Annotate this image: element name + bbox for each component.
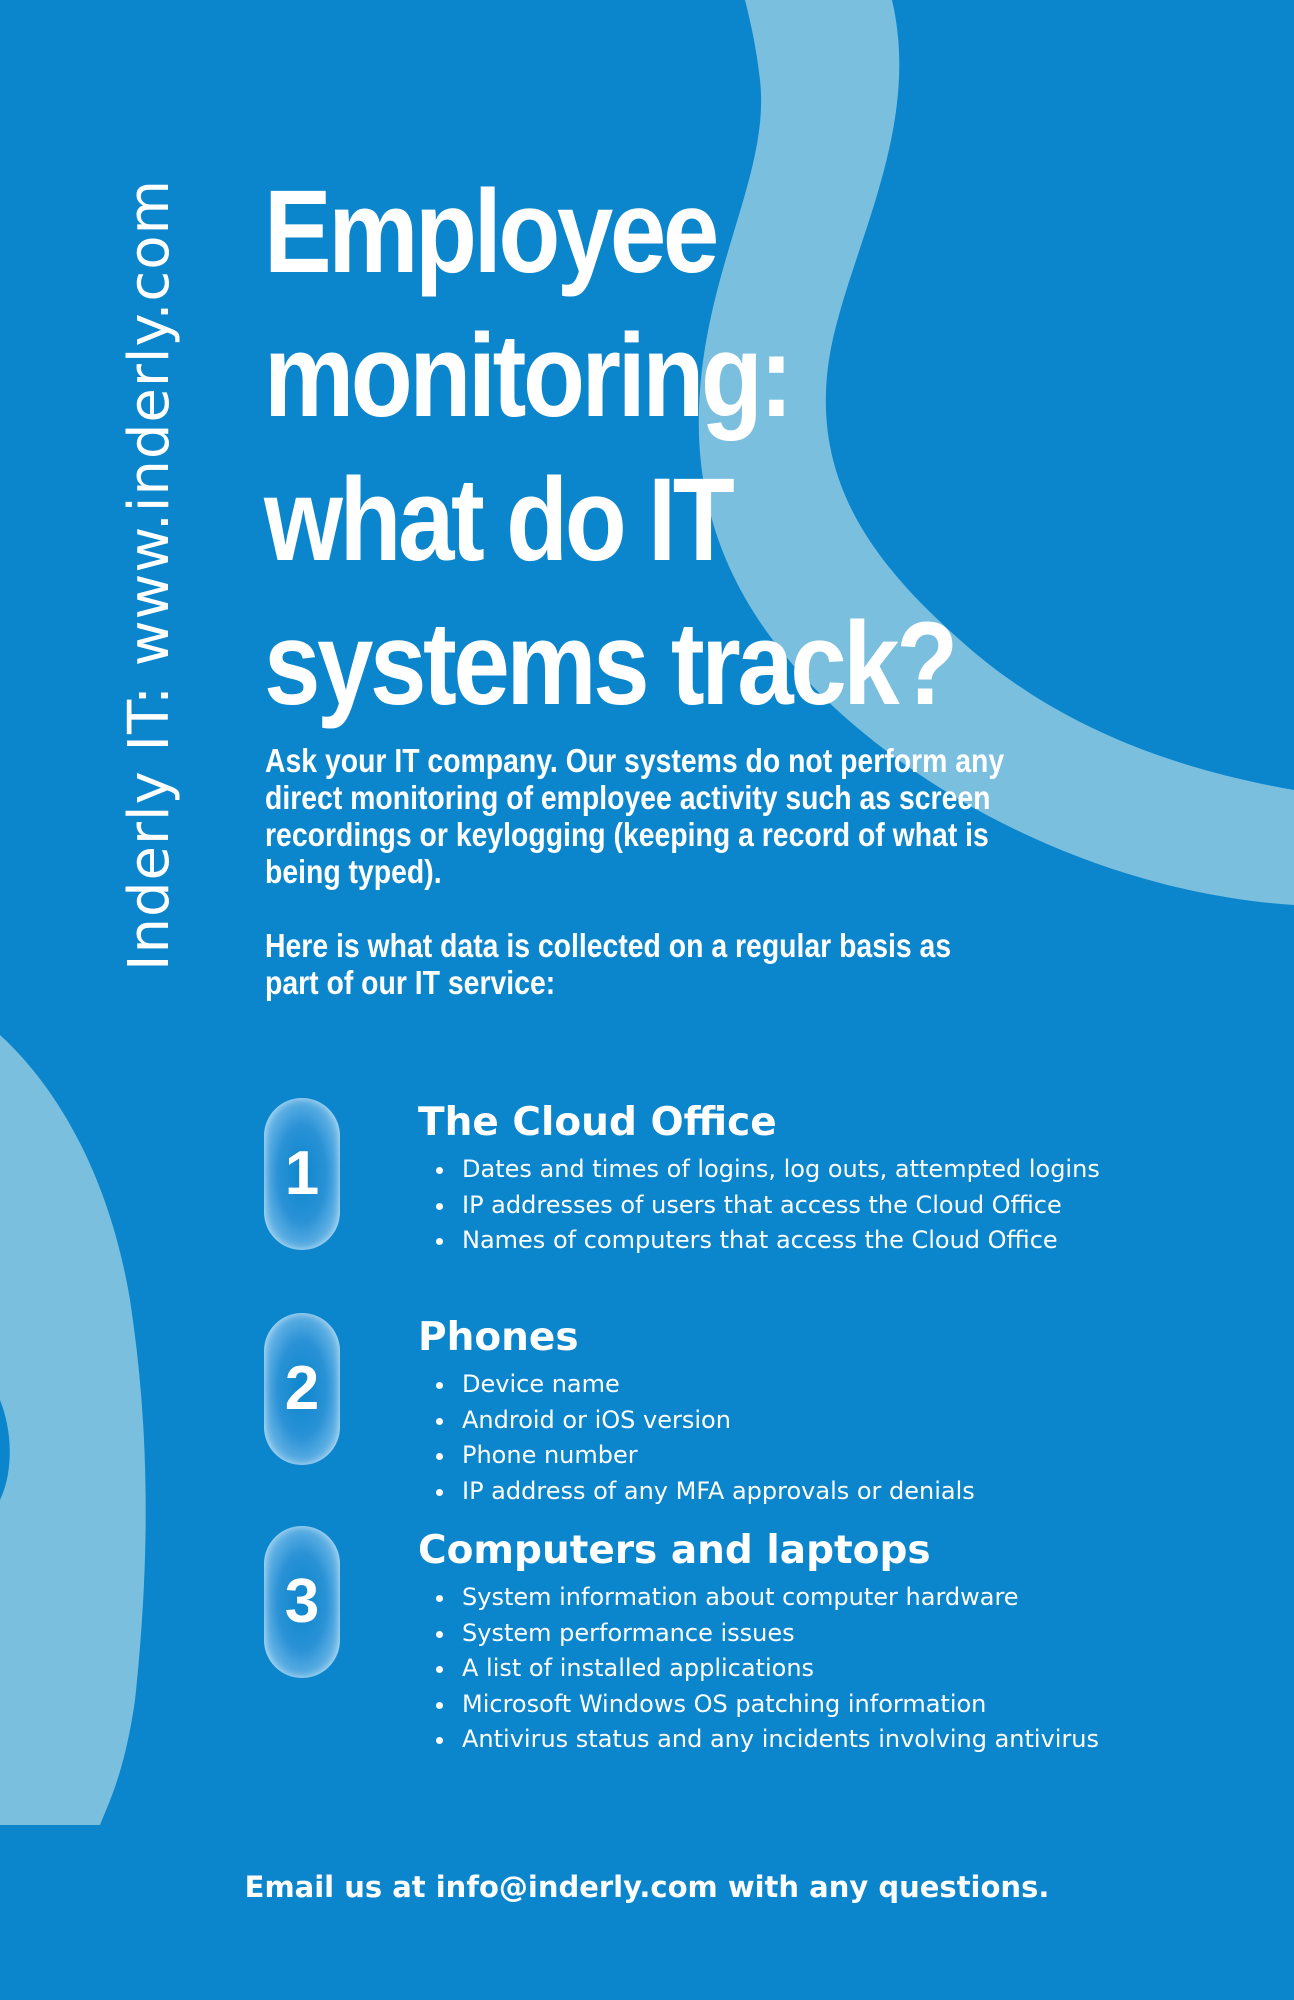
list-item: Antivirus status and any incidents involving antivirus [418, 1722, 1099, 1758]
contact-footer: Email us at info@inderly.com with any questions. [244, 1870, 1050, 1904]
list-item: IP address of any MFA approvals or denials [418, 1474, 975, 1510]
vertical-website-text: Inderly IT: www.inderly.com [117, 178, 182, 972]
title-line: what do IT [264, 454, 732, 586]
list-item: IP addresses of users that access the Cloud Office [418, 1188, 1100, 1224]
page-title [264, 160, 1038, 736]
section-number: 3 [284, 1567, 320, 1636]
title-line: monitoring: [264, 310, 790, 442]
section-list [418, 1152, 1100, 1259]
list-item: System information about computer hardware [418, 1580, 1099, 1616]
list-item: Dates and times of logins, log outs, attempted logins [418, 1152, 1100, 1188]
list-item: Names of computers that access the Cloud Office [418, 1223, 1100, 1259]
section-number: 2 [284, 1354, 320, 1423]
section-list [418, 1367, 975, 1509]
title-line: systems track? [264, 598, 955, 730]
intro-paragraph: Ask your IT company. Our systems do not perform any direct monitoring of employee activity such as screen recordings or keylogging (keeping a record of what is being typed). [265, 742, 1005, 890]
intro-paragraph: Here is what data is collected on a regular basis as part of our IT service: [265, 927, 952, 1001]
title-line: Employee [264, 166, 716, 298]
list-item: Microsoft Windows OS patching information [418, 1687, 1099, 1723]
list-item: Phone number [418, 1438, 975, 1474]
section-number: 1 [284, 1139, 320, 1208]
list-item: A list of installed applications [418, 1651, 1099, 1687]
section-title: The Cloud Office [418, 1100, 777, 1145]
section-list [418, 1580, 1099, 1758]
section-title: Computers and laptops [418, 1528, 931, 1573]
intro-text [265, 742, 1005, 1001]
list-item: Android or iOS version [418, 1403, 975, 1439]
list-item: System performance issues [418, 1616, 1099, 1652]
section-title: Phones [418, 1315, 579, 1360]
left-swoosh [0, 1035, 146, 1825]
list-item: Device name [418, 1367, 975, 1403]
